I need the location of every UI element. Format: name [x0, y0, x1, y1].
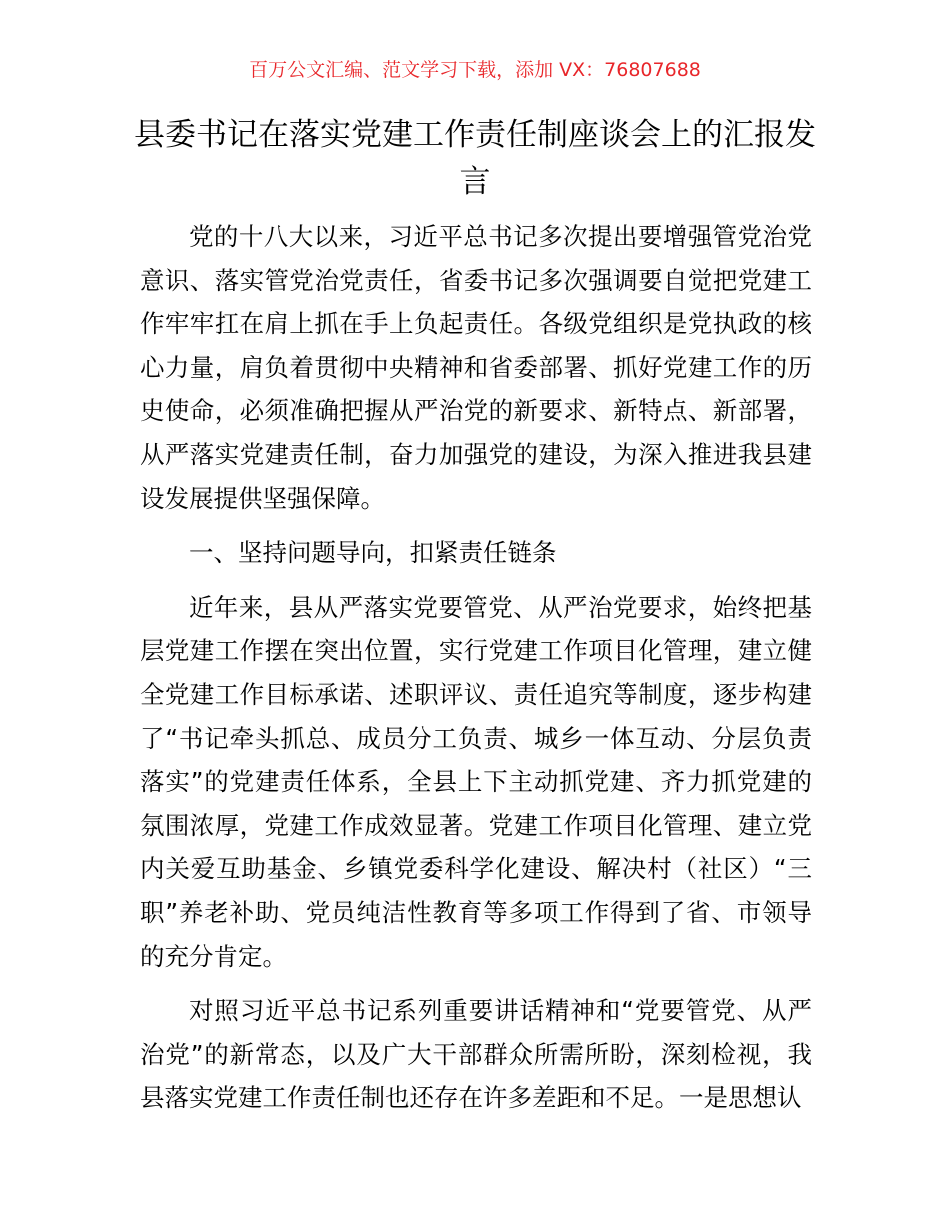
- paragraph-intro: 党的十八大以来，习近平总书记多次提出要增强管党治党意识、落实管党治党责任，省委书记多次强调要自觉把党建工作牢牢扛在肩上抓在手上负起责任。各级党组织是党执政的核心力量，肩负着贯彻中央精神和省委部署、抓好党建工作的历史使命，必须准确把握从严治党的新要求、新特点、新部署，从严落实党建责任制，奋力加强党的建设，为深入推进我县建设发展提供坚强保障。: [140, 222, 812, 513]
- section-heading-1: 一、坚持问题导向，扣紧责任链条: [189, 538, 557, 568]
- document-body: [140, 215, 812, 1131]
- document-title: 县委书记在落实党建工作责任制座谈会上的汇报发言: [134, 117, 816, 200]
- paragraph-shortcomings: 对照习近平总书记系列重要讲话精神和“党要管党、从严治党”的新常态，以及广大干部群众所需所盼，深刻检视，我县落实党建工作责任制也还存在许多差距和不足。一是思想认: [140, 996, 812, 1113]
- paragraph-achievements: 近年来，县从严落实党要管党、从严治党要求，始终把基层党建工作摆在突出位置，实行党建工作项目化管理，建立健全党建工作目标承诺、述职评议、责任追究等制度，逐步构建了“书记牵头抓总、成员分工负责、城乡一体互动、分层负责落实”的党建责任体系，全县上下主动抓党建、齐力抓党建的氛围浓厚，党建工作成效显著。党建工作项目化管理、建立党内关爱互助基金、乡镇党委科学化建设、解决村（社区）“三职”养老补助、党员纯洁性教育等多项工作得到了省、市领导的充分肯定。: [140, 592, 812, 971]
- header-banner: 百万公文汇编、范文学习下载，添加 VX：76807688: [249, 59, 701, 81]
